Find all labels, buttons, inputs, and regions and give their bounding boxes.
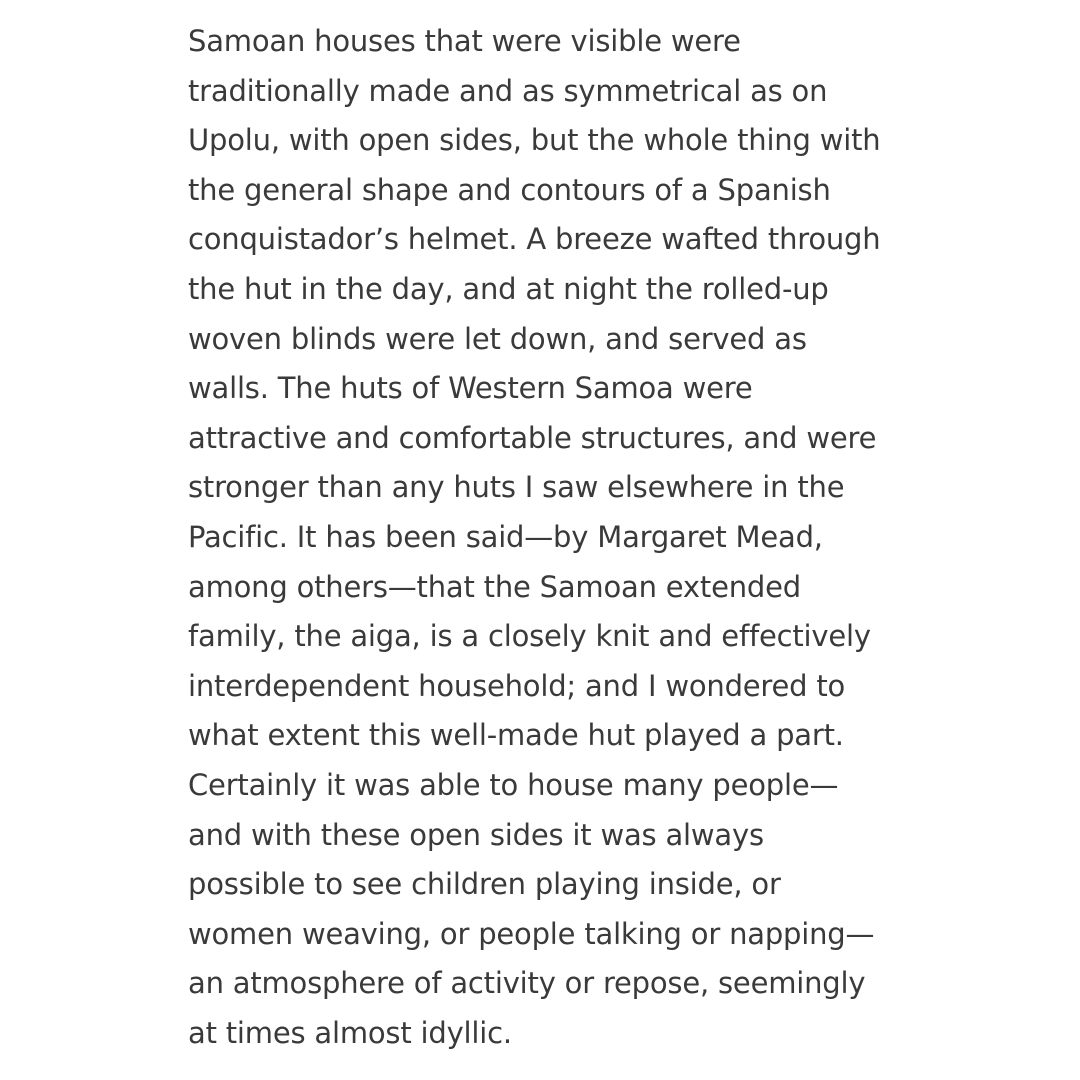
passage-line: and with these open sides it was always <box>188 817 764 852</box>
passage-line: family, the aiga, is a closely knit and effectively <box>188 619 871 654</box>
passage-line: interdependent household; and I wondered to <box>188 668 846 703</box>
passage-line: Certainly it was able to house many people— <box>188 767 839 802</box>
passage-line: attractive and comfortable structures, and were <box>188 420 877 455</box>
passage-line: Pacific. It has been said—by Margaret Mead, <box>188 519 823 554</box>
passage-line: what extent this well-made hut played a part. <box>188 718 844 753</box>
passage-line: traditionally made and as symmetrical as on <box>188 73 828 108</box>
passage-line: women weaving, or people talking or napping— <box>188 916 875 951</box>
passage-line: Upolu, with open sides, but the whole thing with <box>188 123 881 158</box>
passage-line: possible to see children playing inside, or <box>188 867 781 902</box>
passage-line: the hut in the day, and at night the rolled-up <box>188 271 829 306</box>
passage-line: the general shape and contours of a Spanish <box>188 172 831 207</box>
passage-line: Samoan houses that were visible were <box>188 24 741 58</box>
passage-line: at times almost idyllic. <box>188 1015 512 1050</box>
passage-line: conquistador’s helmet. A breeze wafted through <box>188 222 881 257</box>
passage-text <box>188 17 908 1058</box>
passage-line: walls. The huts of Western Samoa were <box>188 371 753 406</box>
passage-line: an atmosphere of activity or repose, seemingly <box>188 966 866 1001</box>
passage-line: stronger than any huts I saw elsewhere in the <box>188 470 845 505</box>
passage-line: woven blinds were let down, and served as <box>188 321 807 356</box>
passage-line: among others—that the Samoan extended <box>188 569 801 604</box>
